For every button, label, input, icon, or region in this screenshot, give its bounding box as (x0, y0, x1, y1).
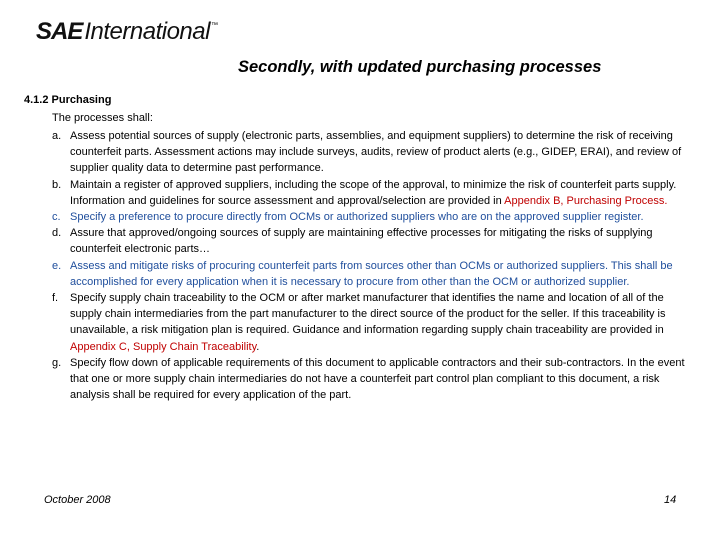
appendix-b-reference[interactable]: Appendix B, Purchasing Process (504, 194, 665, 207)
list-item-b (52, 177, 692, 209)
slide-title: Secondly, with updated purchasing processes (238, 58, 602, 76)
item-text: Specify a preference to procure directly from OCMs or authorized suppliers who are on the approved supplier register. (70, 211, 644, 224)
list-item-e (52, 258, 692, 290)
item-text-end: . (256, 340, 260, 353)
list-item-g (52, 355, 692, 404)
footer-date: October 2008 (44, 494, 111, 506)
list-item-a (52, 128, 692, 177)
logo-brand: SAE (36, 18, 83, 45)
item-text: Assess and mitigate risks of procuring counterfeit parts from sources other than OCMs or authorized suppliers. This shall be accomplished for every application when it is necessary to procure from other than the OCM or authorized supplier. (70, 259, 673, 288)
item-letter: c. (52, 211, 61, 224)
appendix-c-reference[interactable]: Appendix C, Supply Chain Traceability (70, 340, 257, 353)
item-text: Specify flow down of applicable requirements of this document to applicable contractors and their sub-contractors. In the event that one or more supply chain intermediaries do not have a counterfeit part control plan compliant to this document, a risk analysis shall be required for every application of the part. (70, 356, 685, 402)
item-letter: f. (52, 292, 59, 305)
item-text: Specify supply chain traceability to the OCM or after market manufacturer that identifies the name and location of all of the supply chain intermediaries from the part manufacturer to the direct source of the product for the seller. If this traceability is unavailable, a risk mitigation plan is required. Guidance and information regarding supply chain traceability are provided in (70, 292, 666, 337)
item-text-end: . (664, 194, 668, 207)
sae-international-logo (36, 18, 218, 48)
requirements-list (52, 128, 692, 403)
logo-text: International (84, 18, 210, 45)
item-letter: d. (52, 227, 62, 240)
item-text: Maintain a register of approved suppliers, including the scope of the approval, to minimize the risk of counterfeit parts supply. Information and guidelines for source assessment and approval/selection are provided in (70, 178, 677, 207)
page-number: 14 (664, 494, 677, 506)
list-item-d (52, 225, 692, 257)
logo-trademark: ™ (210, 22, 218, 29)
item-letter: b. (52, 178, 62, 191)
item-letter: e. (52, 259, 62, 272)
item-letter: a. (52, 130, 62, 142)
section-heading: 4.1.2 Purchasing (24, 94, 112, 106)
item-text: Assess potential sources of supply (electronic parts, assemblies, and equipment suppliers) to determine the risk of receiving counterfeit parts. Assessment actions may include surveys, audits, review of product alerts (e.g., GIDEP, ERAI), and review of supplier quality data to determine past performance. (70, 130, 682, 175)
item-letter: g. (52, 356, 62, 369)
item-text: Assure that approved/ongoing sources of supply are maintaining effective processes for mitigating the risks of supplying counterfeit electronic parts… (70, 227, 653, 256)
list-item-c (52, 209, 692, 225)
list-item-f (52, 290, 692, 355)
intro-text: The processes shall: (52, 112, 153, 124)
